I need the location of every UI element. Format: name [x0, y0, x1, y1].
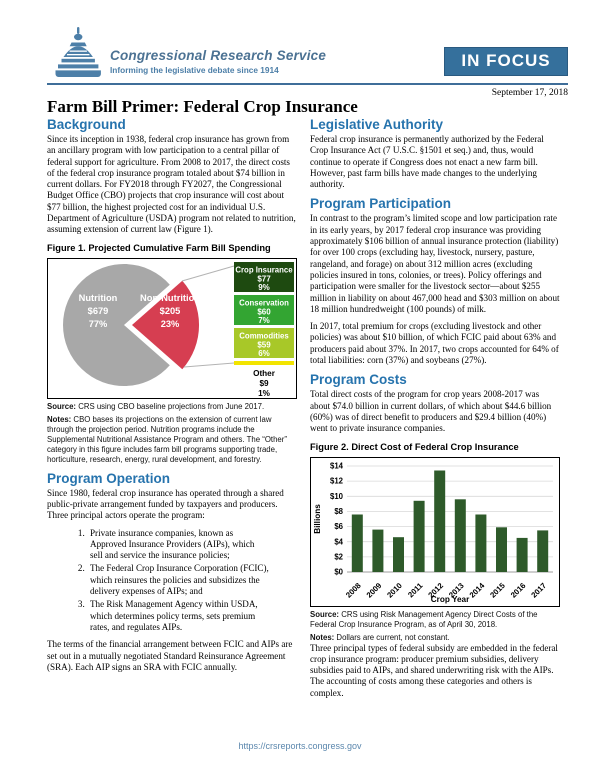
pie-slice-label: 77%	[88, 318, 108, 329]
bar-2008	[352, 514, 363, 572]
legend-label-commodities: 6%	[258, 348, 270, 358]
logo-title: Congressional Research Service	[110, 48, 327, 63]
source-text: CRS using CBO baseline projections from June 2017.	[76, 401, 265, 411]
y-tick-label-12: $12	[329, 476, 343, 486]
list-item-aips: 1. Private insurance companies, known as Approved Insurance Providers (AIPs), which sell and service the insurance policies;	[87, 528, 269, 562]
bar-2017	[537, 530, 548, 572]
x-tick-label-2009: 2009	[364, 580, 384, 600]
right-column	[310, 117, 560, 705]
y-tick-label-14: $14	[329, 461, 343, 471]
legend-label-conservation: Conservation	[239, 298, 289, 308]
y-tick-label-6: $6	[334, 521, 343, 531]
x-axis-title: Crop Year	[430, 594, 470, 604]
bar-2009	[372, 529, 383, 571]
program-actors-list	[47, 528, 297, 634]
x-tick-label-2012: 2012	[426, 580, 446, 600]
left-column	[47, 117, 297, 705]
bar-2016	[517, 537, 528, 571]
heading-program-participation: Program Participation	[310, 196, 452, 212]
figure2-bar-chart	[310, 457, 560, 607]
legend-label-other: $9	[259, 378, 269, 388]
closing-paragraph: Three principal types of federal subsidy are embedded in the federal crop insurance program: producer premium subsidies, delivery subsidies paid to AIPs, and shared underwriting risk with the AIPs. The accounting of costs among these categories and others is complex.	[310, 642, 558, 698]
figure1-caption: Figure 1. Projected Cumulative Farm Bill Spending	[47, 242, 271, 253]
y-tick-label-4: $4	[334, 536, 343, 546]
figure1-pie-chart	[47, 258, 297, 399]
figure2-notes	[310, 633, 560, 643]
list-item-fcic: 2. The Federal Crop Insurance Corporation (FCIC), which reinsures the policies and subsidizes the delivery expenses of AIPs; and	[87, 563, 269, 597]
legend-label-commodities: $59	[257, 340, 271, 350]
in-focus-badge: IN FOCUS	[444, 47, 568, 76]
crs-logo	[55, 26, 326, 78]
header-rule	[47, 83, 568, 85]
bar-2012	[434, 470, 445, 572]
heading-legislative-authority: Legislative Authority	[310, 117, 444, 132]
y-tick-label-8: $8	[334, 506, 343, 516]
capitol-dome-icon	[55, 26, 101, 78]
background-paragraph: Since its inception in 1938, federal crop insurance has grown from an ancillary program with low participation to a central pillar of federal support for agriculture. From 2008 to 2017, the direct costs of the federal crop insurance program totaled about $74 billion in current dollars. For FY2018 through FY2027, the Congressional Budget Office (CBO) projects that crop insurance will cost about $77 billion, the highest projected cost for an individual U.S. Department of Agriculture (USDA) program not related to nutrition, assuming extension of current law (Figure 1).	[47, 134, 296, 235]
legend-label-other: Other	[253, 368, 275, 378]
heading-program-costs: Program Costs	[310, 372, 407, 388]
y-tick-label-0: $0	[334, 567, 343, 577]
x-tick-label-2017: 2017	[529, 580, 549, 600]
pie-chart-svg	[48, 259, 296, 398]
figure2-source	[310, 610, 560, 630]
legend-label-conservation: 7%	[258, 315, 270, 325]
notes-text: Dollars are current, not constant.	[334, 632, 450, 642]
x-tick-label-2013: 2013	[447, 580, 466, 600]
program-costs-paragraph: Total direct costs of the program for crop years 2008-2017 was about $74.0 billion in current dollars, of which about $44.6 billion (60%) was of direct benefit to producers and $29.4 billion (40%) went to private insurance companies.	[310, 389, 552, 434]
page-title: Farm Bill Primer: Federal Crop Insurance	[47, 97, 358, 116]
bar-2015	[496, 527, 507, 572]
program-operation-intro: Since 1980, federal crop insurance has operated through a shared public-private arrangement funded by taxpayers and producers. Three principal actors operate the program:	[47, 487, 284, 521]
pie-slice-label: $679	[87, 305, 109, 316]
legend-label-crop-insurance: Crop Insurance	[235, 265, 293, 275]
source-label: Source:	[310, 609, 340, 619]
source-label: Source:	[47, 401, 77, 411]
y-tick-label-10: $10	[329, 491, 343, 501]
source-text: CRS using Risk Management Agency Direct Costs of the Federal Crop Insurance Program, as of April 30, 2018.	[310, 609, 538, 629]
figure1-source	[47, 402, 297, 412]
legend-label-crop-insurance: $77	[257, 274, 271, 284]
footer-url-link[interactable]: https://crsreports.congress.gov	[238, 741, 362, 751]
bar-chart-svg	[311, 458, 559, 606]
x-tick-label-2014: 2014	[467, 580, 487, 600]
y-tick-label-2: $2	[334, 552, 343, 562]
notes-label: Notes:	[310, 632, 335, 642]
legend-label-other: 1%	[258, 388, 270, 398]
legend-label-conservation: $60	[257, 307, 271, 317]
y-axis-title: Billions	[313, 503, 322, 534]
program-participation-paragraph-2: In 2017, total premium for crops (excluding livestock and other policies) was about $10 billion, of which FCIC paid about 63% and producers paid about 37%. In 2017, two crops accounted for 64% of total liabilities: corn (37%) and soybeans (27%).	[310, 321, 559, 366]
program-operation-outro: The terms of the financial arrangement between FCIC and AIPs are set out in a mutually negotiated Standard Reinsurance Agreement (SRA). Each AIP signs an SRA with FCIC annually.	[47, 639, 293, 672]
pie-slice-label: Non-Nutrition	[140, 292, 200, 303]
bar-2010	[393, 537, 404, 572]
figure2-caption: Figure 2. Direct Cost of Federal Crop Insurance	[310, 441, 519, 452]
pie-slice-label: 23%	[160, 318, 180, 329]
list-item-rma: 3. The Risk Management Agency within USDA, which determines policy terms, sets premium rates, and regulates AIPs.	[87, 599, 269, 633]
legend-label-crop-insurance: 9%	[258, 282, 270, 292]
callout-line-bottom	[184, 363, 234, 367]
heading-background: Background	[47, 117, 126, 132]
bar-2013	[455, 499, 466, 572]
notes-text: CBO bases its projections on the extension of current law through the projection period. Nutrition programs include the Supplemental Nutritional Assistance Program and others. The “Other” category in this figure includes farm bill programs supporting trade, horticulture, research, energy, rural development, and forestry.	[47, 414, 287, 464]
figure1-notes	[47, 415, 297, 465]
legend-strip-other	[234, 361, 294, 365]
bar-2011	[414, 500, 425, 571]
x-tick-label-2015: 2015	[488, 580, 507, 600]
x-tick-label-2010: 2010	[385, 580, 404, 600]
program-participation-paragraph-1: In contrast to the program’s limited scope and low participation rate in its early years, by 2017 federal crop insurance was providing approximately $106 billion of annual insurance protection (liability) for over 100 crops (excluding hay, livestock, nursery, pasture, rangeland, and forage) on about 312 million acres (excluding policies insured in tons, colonies, or trees). Policy offerings and participation were smaller for the livestock sector—about $255 million in liability on about 467,000 head and $303 million on about 18 million hundredweight (100 pounds) of milk.	[310, 213, 560, 314]
report-date: September 17, 2018	[491, 88, 568, 98]
legislative-authority-paragraph: Federal crop insurance is permanently authorized by the Federal Crop Insurance Act (7 U.S.C. §1501 et seq.) and, thus, would continue to operate if Congress does not enact a new farm bill. However, past farm bills have made changes to the underlying authority.	[310, 134, 544, 190]
callout-line-top	[182, 266, 234, 281]
heading-program-operation: Program Operation	[47, 470, 171, 486]
two-column-body	[47, 117, 560, 705]
legend-label-commodities: Commodities	[239, 331, 289, 341]
x-tick-label-2016: 2016	[508, 580, 528, 600]
pie-slice-label: Nutrition	[78, 292, 118, 303]
logo-tagline: Informing the legislative debate since 1914	[110, 65, 279, 75]
notes-label: Notes:	[47, 414, 72, 424]
bar-2014	[475, 514, 486, 572]
x-tick-label-2011: 2011	[406, 580, 425, 599]
logo-text	[110, 48, 326, 78]
pie-slice-label: $205	[159, 305, 181, 316]
x-tick-label-2008: 2008	[344, 580, 363, 600]
